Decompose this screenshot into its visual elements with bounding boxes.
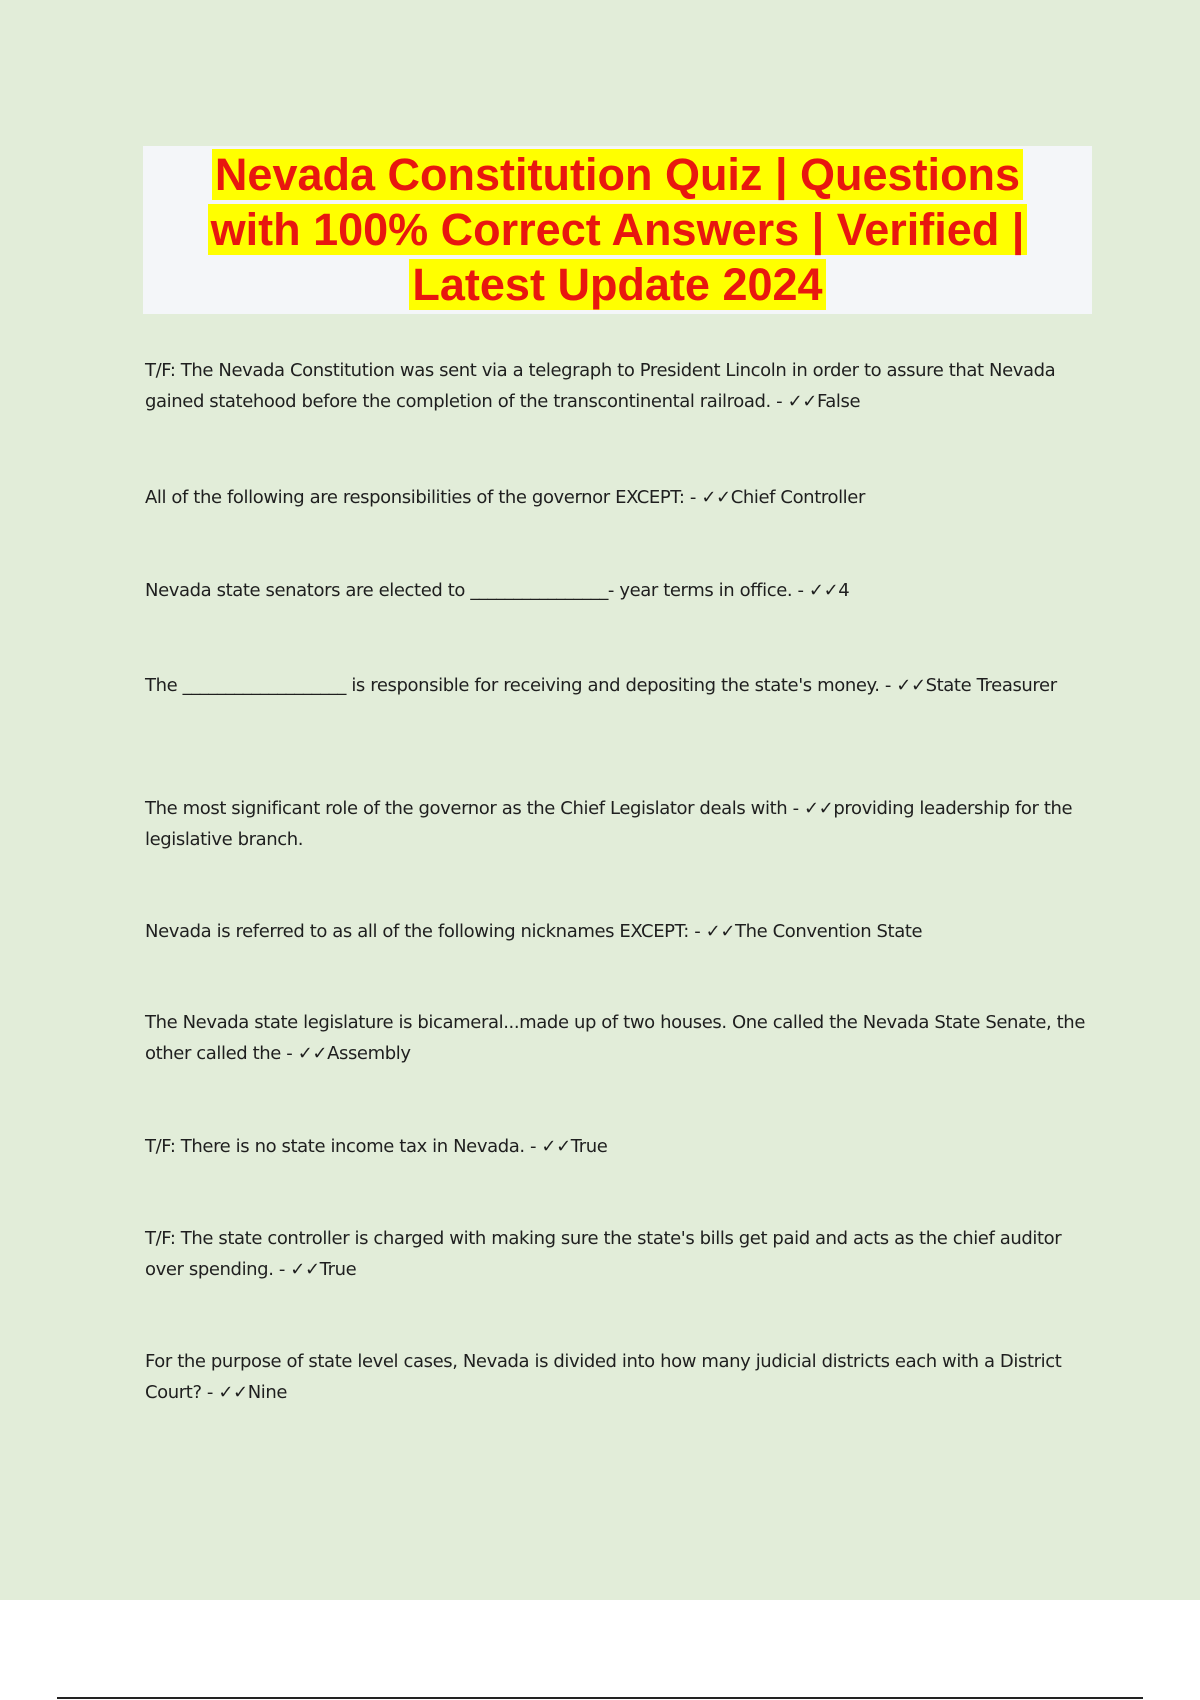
title-line-2: with 100% Correct Answers | Verified | [208,204,1028,255]
question-answer-item: T/F: The state controller is charged with making sure the state's bills get paid and acts as the chief auditor over spending. - ✓✓True [145,1228,1062,1280]
question-answer-item: The Nevada state legislature is bicameral...made up of two houses. One called the Nevada State Senate, the other called the - ✓✓Assembly [145,1012,1085,1064]
title-line-1: Nevada Constitution Quiz | Questions [212,149,1023,200]
title-block [143,146,1092,314]
document-title [143,146,1092,312]
question-answer-item: For the purpose of state level cases, Nevada is divided into how many judicial districts each with a District Court? - ✓✓Nine [145,1351,1062,1403]
question-answer-item: All of the following are responsibilities of the governor EXCEPT: - ✓✓Chief Controller [145,487,865,508]
question-answer-item: Nevada state senators are elected to ________________- year terms in office. - ✓✓4 [145,580,850,601]
title-line-3: Latest Update 2024 [409,259,825,310]
question-answer-item: The ___________________ is responsible for receiving and depositing the state's money. - ✓✓State Treasurer [145,675,1057,696]
question-answer-item: The most significant role of the governor as the Chief Legislator deals with - ✓✓providing leadership for the legislative branch. [145,798,1073,850]
question-answer-item: T/F: There is no state income tax in Nevada. - ✓✓True [145,1136,608,1157]
question-answer-item: T/F: The Nevada Constitution was sent via a telegraph to President Lincoln in order to assure that Nevada gained statehood before the completion of the transcontinental railroad. - ✓✓False [145,360,1056,412]
question-answer-item: Nevada is referred to as all of the following nicknames EXCEPT: - ✓✓The Convention State [145,921,923,942]
footer-divider [57,1697,1143,1699]
